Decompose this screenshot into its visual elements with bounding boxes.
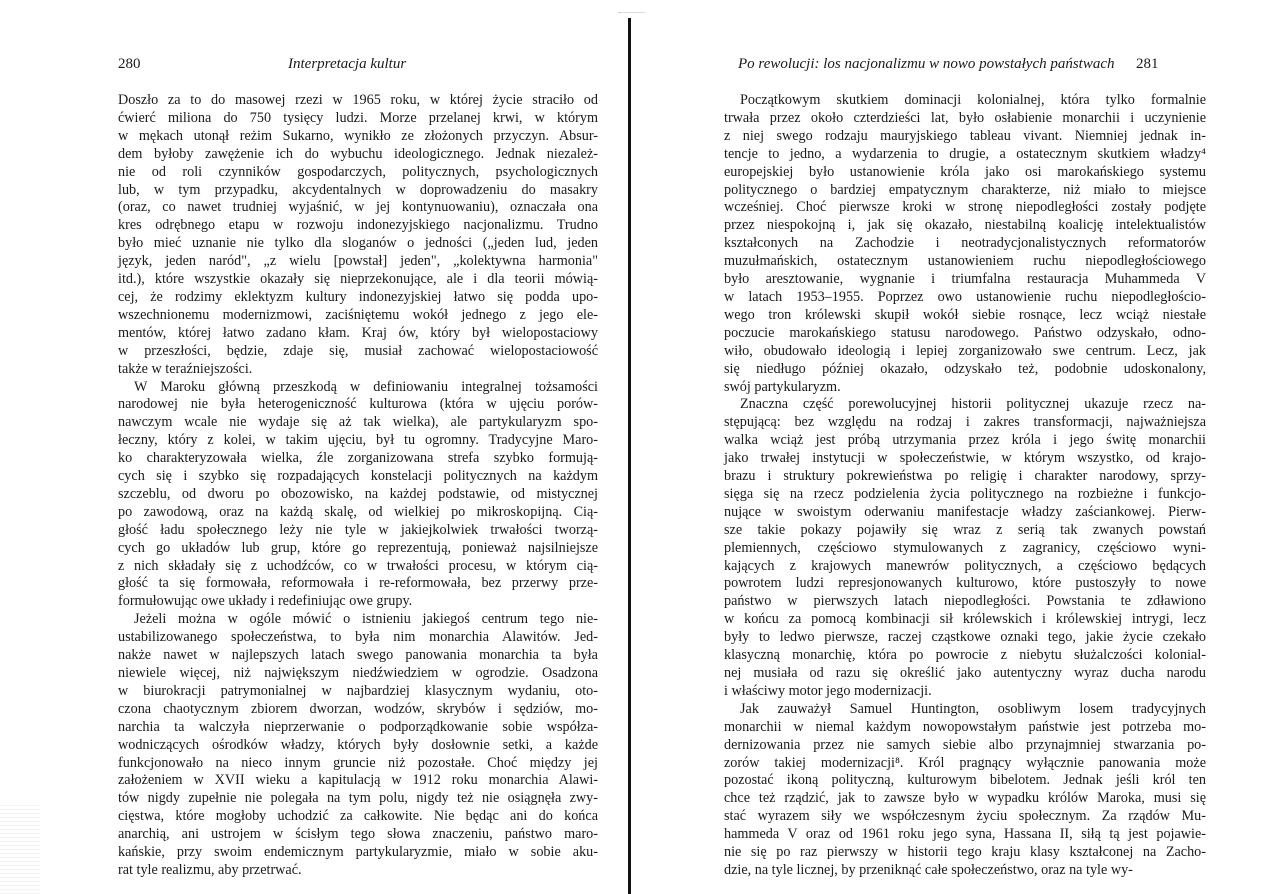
right-page-number: 281 xyxy=(1136,56,1159,72)
text-line: Jeżeli można w ogóle mówić o istnieniu jakiegoś centrum tego nie- xyxy=(134,611,598,628)
text-line: itd.), które wszystkie okazały się nieprzekonujące, ale i dla teorii mówią- xyxy=(118,271,598,288)
text-line: język, jeden naród", „z wielu [powstał] jeden", „kolektywna harmonia" xyxy=(118,253,598,270)
right-running-title: Po rewolucji: los nacjonalizmu w nowo powstałych państwach xyxy=(738,56,1115,72)
text-line: powrotem ludzi represjonowanych kulturowo, które pustoszyły to nowe xyxy=(724,575,1206,592)
text-line: anarchią, ani ustrojem w ścisłym tego słowa znaczeniu, państwo maro- xyxy=(118,826,598,843)
text-line: w przeszłości, będzie, zdaje się, musiał zachować wielopostaciowość xyxy=(118,342,598,359)
text-line: w końcu za pomocą kombinacji sił królewskich i królewskiej intrygi, lecz xyxy=(724,611,1206,628)
text-line: się niedługo później okazało, odzyskało też, podobnie udoskonalony, xyxy=(724,360,1206,377)
scan-artifact xyxy=(0,804,40,894)
text-line: walka wciąż jest próbą utrzymania przez króla i jego świtę monarchii xyxy=(724,432,1206,449)
text-line: nej musiała od razu się określić jako autentyczny wyraz ducha narodu xyxy=(724,665,1206,681)
text-line: dernizowania przez nie samych siebie albo przynajmniej stwarzania po- xyxy=(724,736,1206,753)
text-line: w mękach utonął reżim Sukarno, wynikło ze złożonych przyczyn. Absur- xyxy=(118,127,598,144)
text-line: poczucie marokańskiego statusu narodowego. Państwo odzyskało, odno- xyxy=(724,324,1206,341)
text-line: wodniczących ośrodków władzy, których były dosłownie setki, a każde xyxy=(118,736,598,753)
text-line: sze takie pokazy pojawiły się wraz z serią tak zwanych powstań xyxy=(724,521,1206,538)
text-line: kających z krajowych manewrów politycznych, a częściowo będących xyxy=(724,557,1206,574)
text-line: pozostać ikoną polityczną, kulturowym bibelotem. Jednak jeśli król ten xyxy=(724,772,1206,789)
text-line: formułowując owe układy i redefiniując owe grupy. xyxy=(118,593,413,610)
text-line: przez niespokojną i, jak się okazało, niestabilną koalicję intelektualistów xyxy=(724,217,1206,234)
text-line: szczeblu, od dworu po obozowisko, na każdej podstawie, od mistycznej xyxy=(118,485,598,502)
text-line: rat tyle realizmu, aby przetrwać. xyxy=(118,861,302,878)
left-page-number: 280 xyxy=(118,56,141,72)
text-line: mentów, której łatwo zadano kłam. Kraj ów, który był wielopostaciowy xyxy=(118,324,598,341)
text-line: z nich składały się z uchodźców, co w trwałości procesu, w którym cią- xyxy=(118,557,598,574)
text-line: cej, że rodzimy eklektyzm kultury indonezyjskiej łatwo się podda upo- xyxy=(118,288,598,305)
text-line: ko charakteryzowała wielka, źle zorganizowana strefa szybko formują- xyxy=(118,450,598,467)
text-line: tów nigdy zupełnie nie polegała na tym polu, nigdy też nie osiągnęła zwy- xyxy=(118,790,598,807)
text-line: cych się i szybko się rozpadających konstelacji politycznych na każdym xyxy=(118,468,598,485)
text-line: czona chaotycznym zbiorem dworzan, wodzów, skrybów i sędziów, mo- xyxy=(118,700,598,717)
text-line: plemiennych, częściowo stymulowanych z zagranicy, częściowo wyni- xyxy=(724,539,1206,556)
book-spine xyxy=(628,18,631,894)
text-line: sięga się na rzecz podzielenia życia politycznego na rozbieżne i funkcjo- xyxy=(724,485,1206,502)
text-line: wcześniej. Choć pierwsze kroki w stronę niepodległości zostały podjęte xyxy=(724,199,1206,216)
text-line: państwo w pierwszych latach niepodległości. Powstania te zdławiono xyxy=(724,593,1206,610)
text-line: kańskie, przy swoim endemicznym partykularyzmie, miało w sobie aku- xyxy=(118,844,598,861)
text-line: po zawodową, oraz na każdą skalę, od wielkiej po mikroskopijną. Cią- xyxy=(118,503,598,520)
text-line: stać wyrazem siły we współczesnym życiu społecznym. Za rządów Mu- xyxy=(724,808,1206,825)
text-line: nie się po raz pierwszy w historii tego kraju klasy kształconej na Zacho- xyxy=(724,844,1206,861)
text-line: wiło, obudowało ideologią i lepiej zorganizowało swe centrum. Lecz, jak xyxy=(724,342,1206,359)
text-line: założeniem w XVII wieku a kapitulacją w 1912 roku monarchia Alawi- xyxy=(118,772,598,789)
text-line: nujące w swoistym oderwaniu manifestacje władzy zaściankowej. Pierw- xyxy=(724,503,1206,520)
text-line: także w teraźniejszości. xyxy=(118,360,253,377)
text-line: chce też rządzić, jak to zawsze było w wypadku królów Maroka, musi się xyxy=(724,790,1206,807)
text-line: lub, w tym przypadku, akcydentalnych w doprowadzeniu do masakry xyxy=(118,181,598,198)
text-line: cych go układów lub grup, które go reprezentują, ponieważ najsilniejsze xyxy=(118,539,598,556)
text-line: hammeda V oraz od 1961 roku jego syna, Hassana II, siłą tą jest pojawie- xyxy=(724,826,1206,843)
text-line: niewiele więcej, niż największym niedźwiedziem w ogrodzie. Osadzona xyxy=(118,665,598,681)
text-line: Doszło za to do masowej rzezi w 1965 roku, w której życie straciło od xyxy=(118,92,598,108)
text-line: politycznego o bardziej empatycznym charakterze, niż miało to miejsce xyxy=(724,181,1206,198)
text-line: i właściwy motor jego modernizacji. xyxy=(724,682,932,699)
text-line: w latach 1953–1955. Poprzez owo ustanowienie ruchu niepodległościo- xyxy=(724,288,1206,305)
text-line: wszechnionemu modernizmowi, zaciśniętemu wokół jednego z jego ele- xyxy=(118,306,598,323)
text-line: dzie, na tyle licznej, by przeniknąć całe społeczeństwo, oraz na tyle wy- xyxy=(724,861,1133,878)
text-line: dem byłoby zawężenie ich do wybuchu ideologicznego. Jednak niezależ- xyxy=(118,145,598,162)
text-line: narodowej nie była heterogeniczność kulturowa (która w ujęciu porów- xyxy=(118,396,598,413)
text-line: w biurokracji patrymonialnej w najbardziej klasycznym wydaniu, oto- xyxy=(118,682,598,699)
text-line: głość ta się formowała, reformowała i re-reformowała, bez przerwy prze- xyxy=(118,575,598,592)
text-line: (oraz, co nawet trudniej wyjaśnić, w jej kontynuowaniu), oznaczała ona xyxy=(118,199,598,216)
text-line: brazu i struktury pokrewieństwa po religię i charakter narodowy, sprzy- xyxy=(724,468,1206,485)
text-line: wego tron królewski skupił wokół siebie rosnące, lecz wciąż niestałe xyxy=(724,306,1206,323)
text-line: funkcjonowało na nieco innym gruncie niż pozostałe. Choć między jej xyxy=(118,754,598,771)
text-line: łeczny, który z kolei, w takim ujęciu, był tu ogromny. Tradycyjne Maro- xyxy=(118,432,598,449)
text-line: były to ledwo pierwsze, raczej cząstkowe oznaki tego, jakie życie czekało xyxy=(724,629,1206,646)
text-line: tencje to jedno, a wydarzenia to drugie, a ostatecznym skutkiem władzy⁴ xyxy=(724,145,1206,162)
text-line: było mieć uznanie nie tylko dla sloganów o jedności („jeden lud, jeden xyxy=(118,235,598,252)
text-line: europejskiej było ustanowienie króla jako osi marokańskiego systemu xyxy=(724,163,1206,180)
text-line: kres odrębnego etapu w rozwoju indonezyjskiego nacjonalizmu. Trudno xyxy=(118,217,598,234)
left-body-text xyxy=(118,92,598,880)
left-page xyxy=(0,0,628,894)
text-line: zorów takiej modernizacji⁸. Król pragnący wyłącznie panowania może xyxy=(724,754,1206,771)
text-line: cięstwa, które mogłoby uchodzić za całkowite. Nie będąc ani do końca xyxy=(118,808,598,825)
text-line: Znaczna część porewolucyjnej historii politycznej ukazuje rzecz na- xyxy=(740,396,1206,413)
right-page xyxy=(636,0,1262,894)
text-line: ustabilizowanego społeczeństwa, to była nim monarchia Alawitów. Jed- xyxy=(118,629,598,646)
left-running-title: Interpretacja kultur xyxy=(288,56,407,72)
text-line: swój partykularyzm. xyxy=(724,378,841,395)
text-line: nakże nawet w najlepszych latach swego panowania monarchia ta była xyxy=(118,647,598,664)
text-line: stępującą: bez względu na rodzaj i zakres transformacji, najważniejsza xyxy=(724,414,1206,431)
right-header xyxy=(1136,56,1159,73)
text-line: jako trwałej instytucji w społeczeństwie, w którym wszystko, od krajo- xyxy=(724,450,1206,467)
text-line: głość ładu społecznego leży nie tyle w jakiejkolwiek trwałości tworzą- xyxy=(118,521,598,538)
right-running-title-wrap xyxy=(738,56,1115,73)
text-line: ćwierć miliona do 750 tysięcy ludzi. Morze przelanej krwi, w którym xyxy=(118,109,598,126)
text-line: nie od roli czynników gospodarczych, politycznych, psychologicznych xyxy=(118,163,598,180)
text-line: Jak zauważył Samuel Huntington, osobliwym losem tradycyjnych xyxy=(740,700,1206,717)
text-line: narchia ta walczyła nieprzerwanie o podporządkowanie sobie współza- xyxy=(118,718,598,735)
text-line: W Maroku główną przeszkodą w definiowaniu integralnej tożsamości xyxy=(134,378,598,395)
left-running-title-wrap xyxy=(288,56,406,73)
text-line: kształconych na Zachodzie i neotradycjonalistycznych reformatorów xyxy=(724,235,1206,252)
text-line: było aresztowanie, wygnanie i triumfalna restauracja Muhammeda V xyxy=(724,271,1206,288)
text-line: nawczym wcale nie wydaje się aż tak wielka), ale partykularyzm spo- xyxy=(118,414,598,431)
text-line: monarchii w niemal każdym nowopowstałym państwie jest potrzeba mo- xyxy=(724,718,1206,735)
text-line: Początkowym skutkiem dominacji kolonialnej, która tylko formalnie xyxy=(740,92,1206,108)
left-header xyxy=(118,56,141,73)
text-line: klasyczną monarchię, która po powrocie z niebytu służalczości kolonial- xyxy=(724,647,1206,664)
text-line: trwała przez około czterdzieści lat, było osłabienie monarchii i uczynienie xyxy=(724,109,1206,126)
text-line: muzułmańskich, ostatecznym ustanowieniem ruchu niepodległościowego xyxy=(724,253,1206,270)
right-body-text xyxy=(724,92,1206,880)
text-line: z niej swego rodzaju mauryjskiego tableau vivant. Niemniej jednak in- xyxy=(724,127,1206,144)
